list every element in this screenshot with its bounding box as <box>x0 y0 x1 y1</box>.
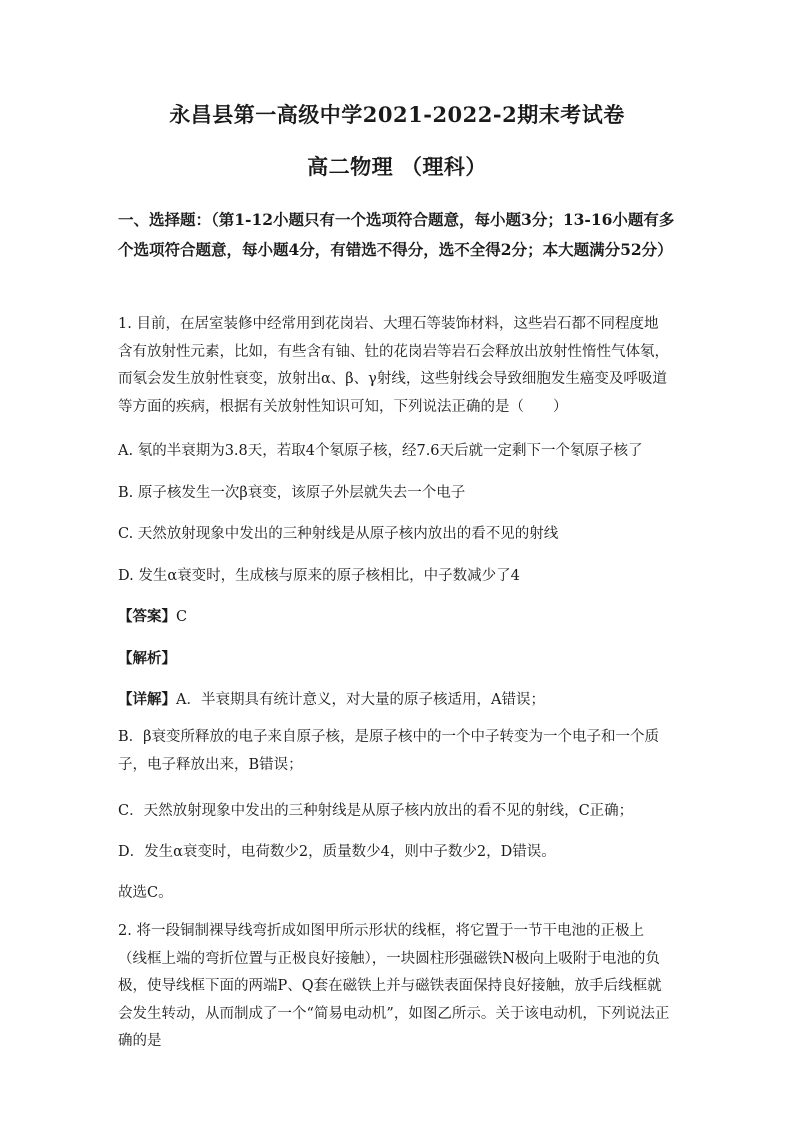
conclusion: 故选C。 <box>118 885 173 901</box>
question-1-option-d: D. 发生α衰变时，生成核与原来的原子核相比，中子数减少了4 <box>118 568 520 584</box>
detail-b: B．β衰变所释放的电子来自原子核，是原子核中的一个中子转变为一个电子和一个质子，电子释放出来，B错误； <box>118 729 660 773</box>
question-1-option-a: A. 氡的半衰期为3.8天，若取4个氡原子核，经7.6天后就一定剩下一个氡原子核了 <box>118 443 643 459</box>
question-2-stem: 2. 将一段铜制裸导线弯折成如图甲所示形状的线框，将它置于一节干电池的正极上（线框上端的弯折位置与正极良好接触），一块圆柱形强磁铁N极向上吸附于电池的负极，使导线框下面的两端P、Q套在磁铁上并与磁铁表面保持良好接触，放手后线框就会发生转动，从而制成了一个“简易电动机”，如图乙所示。关于该电动机，下列说法正确的是 <box>118 923 670 1049</box>
answer-line <box>118 605 187 626</box>
question-1-stem: 1. 目前，在居室装修中经常用到花岗岩、大理石等装饰材料，这些岩石都不同程度地含有放射性元素，比如，有些含有铀、钍的花岗岩等岩石会释放出放射性惰性气体氡，而氡会发生放射性衰变，放射出α、β、γ射线，这些射线会导致细胞发生癌变及呼吸道等方面的疾病，根据有关放射性知识可知，下列说法正确的是（ ） <box>118 316 669 415</box>
detail-c: C．天然放射现象中发出的三种射线是从原子核内放出的看不见的射线，C正确； <box>118 803 634 819</box>
question-1-option-c: C. 天然放射现象中发出的三种射线是从原子核内放出的看不见的射线 <box>118 526 559 542</box>
section-header: 一、选择题：（第1-12小题只有一个选项符合题意，每小题3分；13-16小题有多个选项符合题意，每小题4分，有错选不得分，选不全得2分；本大题满分52分） <box>118 210 675 259</box>
answer-value: C <box>176 609 188 625</box>
exam-title: 永昌县第一高级中学2021-2022-2期末考试卷 <box>169 102 625 127</box>
detail-label: 【详解】 <box>118 691 176 708</box>
detail-d: D．发生α衰变时，电荷数少2，质量数少4，则中子数少2，D错误。 <box>118 844 556 860</box>
detail-a-line <box>118 688 545 709</box>
detail-a: A．半衰期具有统计意义，对大量的原子核适用，A错误； <box>176 692 545 708</box>
question-1-option-b: B. 原子核发生一次β衰变，该原子外层就失去一个电子 <box>118 485 466 501</box>
exam-subtitle: 高二物理 （理科） <box>307 154 487 179</box>
analysis-label: 【解析】 <box>118 650 176 667</box>
answer-label: 【答案】 <box>118 608 176 625</box>
